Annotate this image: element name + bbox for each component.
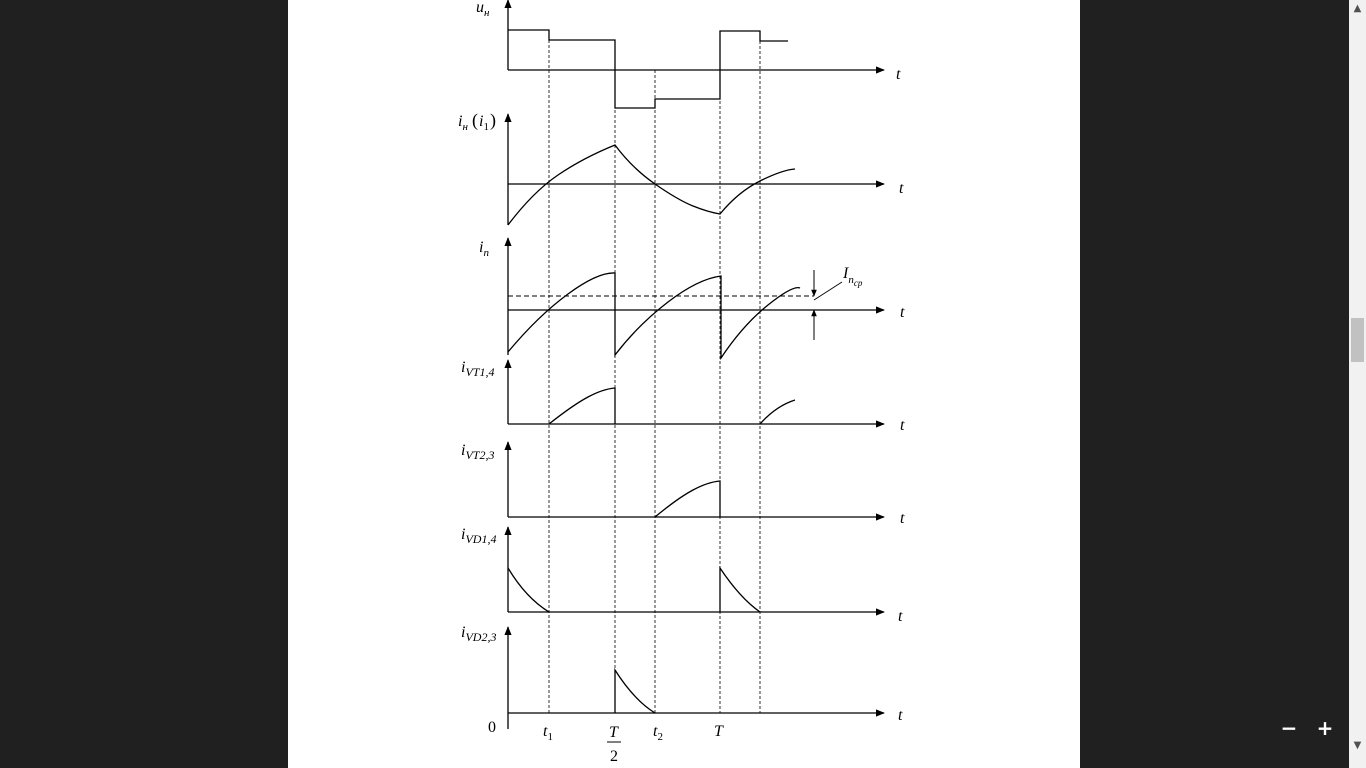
origin-label: 0 xyxy=(488,719,496,736)
label-i-load xyxy=(458,110,496,133)
time-label-3: t xyxy=(900,304,905,321)
waveform-ivt23-pulse xyxy=(655,481,720,517)
vertical-scrollbar[interactable] xyxy=(1349,0,1366,768)
zoom-controls xyxy=(1276,716,1340,740)
label-ivd14: $i_{VD1,4}$ xyxy=(461,526,497,546)
svg-text:i1: $i_1$ xyxy=(479,113,489,133)
waveform-ivd23-pulse xyxy=(615,670,655,713)
timing-diagram xyxy=(288,0,1080,768)
waveform-ivt14-pulse2 xyxy=(760,400,795,424)
time-label-1: t xyxy=(896,66,901,83)
annotation-leader xyxy=(814,282,842,300)
label-avg-current: $I_пср$ xyxy=(843,265,863,288)
waveform-ivt14-pulse1 xyxy=(549,388,615,424)
svg-text:(: ( xyxy=(472,110,478,130)
tick-t2: $t_2$ xyxy=(653,723,663,743)
waveform-u-load xyxy=(508,30,788,108)
time-label-7: t xyxy=(898,707,903,724)
svg-text:): ) xyxy=(490,110,496,130)
waveform-i-load xyxy=(508,145,795,225)
zoom-out-button[interactable]: − xyxy=(1280,716,1298,740)
scroll-down-arrow-icon[interactable]: ▼ xyxy=(1353,740,1362,751)
time-label-4: t xyxy=(900,417,905,434)
tick-half-T-denominator: 2 xyxy=(610,748,618,765)
label-i-supply: $i_п$ xyxy=(479,239,489,259)
tick-half-T-numerator: T xyxy=(609,724,618,741)
label-u-load: $u_н$ xyxy=(476,0,490,19)
scroll-thumb[interactable] xyxy=(1351,318,1364,362)
waveform-ivd14-pulse2 xyxy=(720,568,760,612)
zoom-in-button[interactable]: + xyxy=(1316,716,1334,740)
time-label-5: t xyxy=(900,510,905,527)
label-ivt23: $i_{VT2,3}$ xyxy=(461,442,495,462)
time-label-2: t xyxy=(899,180,904,197)
scroll-up-arrow-icon[interactable]: ▲ xyxy=(1353,3,1362,14)
guide-lines xyxy=(549,30,760,713)
svg-text:iн: $i_н$ xyxy=(458,113,468,133)
tick-T: T xyxy=(714,723,723,740)
time-label-6: t xyxy=(898,608,903,625)
waveform-ivd14-pulse1 xyxy=(508,568,549,612)
tick-t1: $t_1$ xyxy=(543,723,553,743)
waveform-i-supply xyxy=(508,273,800,358)
label-ivd23: $i_{VD2,3}$ xyxy=(461,624,497,644)
label-ivt14: $i_{VT1,4}$ xyxy=(461,359,495,379)
document-page xyxy=(288,0,1080,768)
